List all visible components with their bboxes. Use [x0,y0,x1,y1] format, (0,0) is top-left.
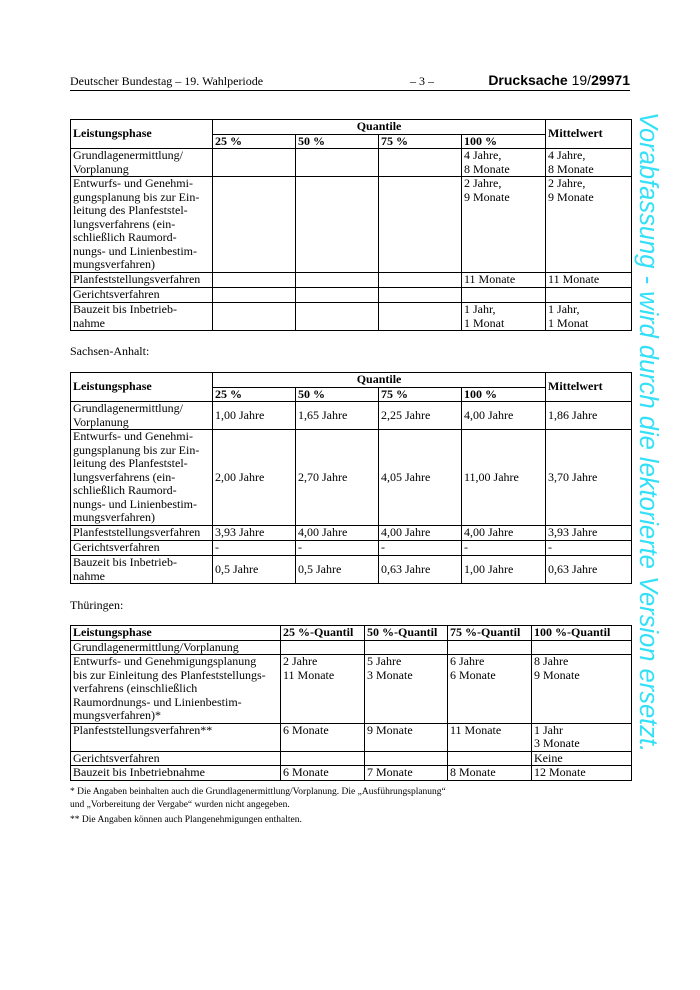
cell-q25 [281,640,365,655]
cell-q50 [296,177,379,273]
label-thueringen: Thüringen: [70,598,124,612]
table-row [71,149,632,177]
cell-q50: - [296,541,379,556]
drucksache-number-bold: 29971 [591,72,630,88]
cell-q75: 6 Jahre 6 Monate [448,655,532,724]
header-col-3: 75 %-Quantil [448,626,532,641]
cell-q50 [296,303,379,331]
cell-q25: 6 Monate [281,723,365,751]
cell-mean: 1 Jahr, 1 Monat [546,303,632,331]
table-row [71,177,632,273]
cell-phase: Entwurfs- und Genehmi- gungsplanung bis zur Ein- leitung des Planfeststel- lungsverfahrens (ein- schließlich Raumord- nungs- und Linienbestim- mungsverfahren) [71,430,213,526]
cell-phase: Grundlagenermittlung/ Vorplanung [71,149,213,177]
cell-mean: 3,93 Jahre [546,526,632,541]
header-col-2: 50 %-Quantil [365,626,448,641]
cell-phase: Planfeststellungsverfahren [71,273,213,288]
table-row [71,723,632,751]
cell-phase: Bauzeit bis Inbetrieb- nahme [71,556,213,584]
cell-q25: 6 Monate [281,766,365,781]
header-quantile-3: 100 % [462,134,546,149]
cell-q50: 7 Monate [365,766,448,781]
table-sachsen-anhalt [70,372,632,584]
cell-q75: - [379,541,462,556]
cell-q75 [379,288,462,303]
header-quantile-2: 75 % [379,387,462,402]
cell-q100: 4 Jahre, 8 Monate [462,149,546,177]
table-thueringen [70,625,632,781]
cell-q100: 1 Jahr, 1 Monat [462,303,546,331]
drucksache-number-part: 19/ [571,72,592,88]
cell-q100: 2 Jahre, 9 Monate [462,177,546,273]
table-row [71,526,632,541]
cell-phase: Bauzeit bis Inbetriebnahme [71,766,281,781]
table-row [71,766,632,781]
header-quantile-0: 25 % [213,387,296,402]
cell-q100: 11,00 Jahre [462,430,546,526]
cell-phase: Planfeststellungsverfahren [71,526,213,541]
cell-mean: 0,63 Jahre [546,556,632,584]
cell-q100: 4,00 Jahre [462,526,546,541]
cell-q100: 12 Monate [532,766,632,781]
cell-q75: 11 Monate [448,723,532,751]
cell-mean: 2 Jahre, 9 Monate [546,177,632,273]
table-row [71,273,632,288]
cell-q75: 4,05 Jahre [379,430,462,526]
header-quantile: Quantile [213,373,546,388]
cell-q50: 5 Jahre 3 Monate [365,655,448,724]
header-row [71,373,632,388]
header-quantile-1: 50 % [296,387,379,402]
cell-q100: 1,00 Jahre [462,556,546,584]
cell-q25 [213,273,296,288]
cell-mean: 11 Monate [546,273,632,288]
cell-q75 [379,273,462,288]
cell-q50 [296,149,379,177]
cell-mean: - [546,541,632,556]
cell-q100 [462,288,546,303]
header-leistungsphase: Leistungsphase [71,373,213,402]
table-row [71,430,632,526]
header-mittelwert: Mittelwert [546,120,632,149]
cell-phase: Grundlagenermittlung/Vorplanung [71,640,281,655]
cell-phase: Entwurfs- und Genehmi- gungsplanung bis zur Ein- leitung des Planfeststel- lungsverfahrens (ein- schließlich Raumord- nungs- und Linienbestim- mungsverfahren) [71,177,213,273]
cell-q50: 0,5 Jahre [296,556,379,584]
cell-q50: 9 Monate [365,723,448,751]
header-row [71,626,632,641]
cell-q25 [213,149,296,177]
cell-q25: 2,00 Jahre [213,430,296,526]
footnote-1: * Die Angaben beinhalten auch die Grundlagenermittlung/Vorplanung. Die „Ausführungsplanung“ und „Vorbereitung der Vergabe“ wurden nicht angegeben. [70,787,446,810]
cell-phase: Planfeststellungsverfahren** [71,723,281,751]
footnote-2: ** Die Angaben können auch Plangenehmigungen enthalten. [70,815,302,825]
header-row [71,120,632,135]
drucksache-label: Drucksache [488,72,568,88]
cell-q50 [365,640,448,655]
header-drucksache [488,72,630,88]
cell-q25: 3,93 Jahre [213,526,296,541]
cell-q100: 11 Monate [462,273,546,288]
cell-q25 [281,751,365,766]
header-page-number: – 3 – [410,74,434,88]
header-quantile-0: 25 % [213,134,296,149]
label-sachsen-anhalt: Sachsen-Anhalt: [70,344,150,358]
cell-q25: - [213,541,296,556]
header-quantile: Quantile [213,120,546,135]
header-leistungsphase: Leistungsphase [71,120,213,149]
header-quantile-1: 50 % [296,134,379,149]
header-rule [70,90,630,91]
cell-phase: Gerichtsverfahren [71,288,213,303]
cell-q75 [379,177,462,273]
cell-q50: 4,00 Jahre [296,526,379,541]
table-row [71,288,632,303]
cell-mean: 4 Jahre, 8 Monate [546,149,632,177]
cell-q75 [379,303,462,331]
header-col-0: Leistungsphase [71,626,281,641]
table-row [71,640,632,655]
cell-q50: 2,70 Jahre [296,430,379,526]
cell-q75: 4,00 Jahre [379,526,462,541]
cell-q25 [213,303,296,331]
table-unnamed-state [70,119,632,331]
table-row [71,556,632,584]
cell-q75: 8 Monate [448,766,532,781]
cell-q25 [213,177,296,273]
table-row [71,751,632,766]
cell-q75: 0,63 Jahre [379,556,462,584]
header-col-4: 100 %-Quantil [532,626,632,641]
table-row [71,655,632,724]
cell-q100: - [462,541,546,556]
table-row [71,402,632,430]
cell-q100 [532,640,632,655]
cell-q75: 2,25 Jahre [379,402,462,430]
cell-phase: Gerichtsverfahren [71,541,213,556]
cell-q75 [448,751,532,766]
table-row [71,303,632,331]
cell-q25: 0,5 Jahre [213,556,296,584]
cell-q75 [379,149,462,177]
header-quantile-3: 100 % [462,387,546,402]
cell-q50 [296,288,379,303]
cell-q25: 2 Jahre 11 Monate [281,655,365,724]
cell-mean: 3,70 Jahre [546,430,632,526]
header-col-1: 25 %-Quantil [281,626,365,641]
cell-phase: Entwurfs- und Genehmigungsplanung bis zur Einleitung des Planfeststellungs- verfahrens (einschließlich Raumordnungs- und Linienbestim- mungsverfahren)* [71,655,281,724]
cell-q100: Keine [532,751,632,766]
cell-phase: Bauzeit bis Inbetrieb- nahme [71,303,213,331]
cell-q50 [296,273,379,288]
cell-q50 [365,751,448,766]
page-header [70,72,630,90]
header-publication: Deutscher Bundestag – 19. Wahlperiode [70,74,264,88]
cell-mean [546,288,632,303]
watermark-text: Vorabfassung - wird durch die lektorierte Version ersetzt. [634,112,662,753]
cell-mean: 1,86 Jahre [546,402,632,430]
cell-phase: Gerichtsverfahren [71,751,281,766]
cell-q25: 1,00 Jahre [213,402,296,430]
table-row [71,541,632,556]
header-mittelwert: Mittelwert [546,373,632,402]
cell-phase: Grundlagenermittlung/ Vorplanung [71,402,213,430]
cell-q100: 8 Jahre 9 Monate [532,655,632,724]
cell-q50: 1,65 Jahre [296,402,379,430]
cell-q75 [448,640,532,655]
cell-q25 [213,288,296,303]
cell-q100: 4,00 Jahre [462,402,546,430]
cell-q100: 1 Jahr 3 Monate [532,723,632,751]
header-quantile-2: 75 % [379,134,462,149]
